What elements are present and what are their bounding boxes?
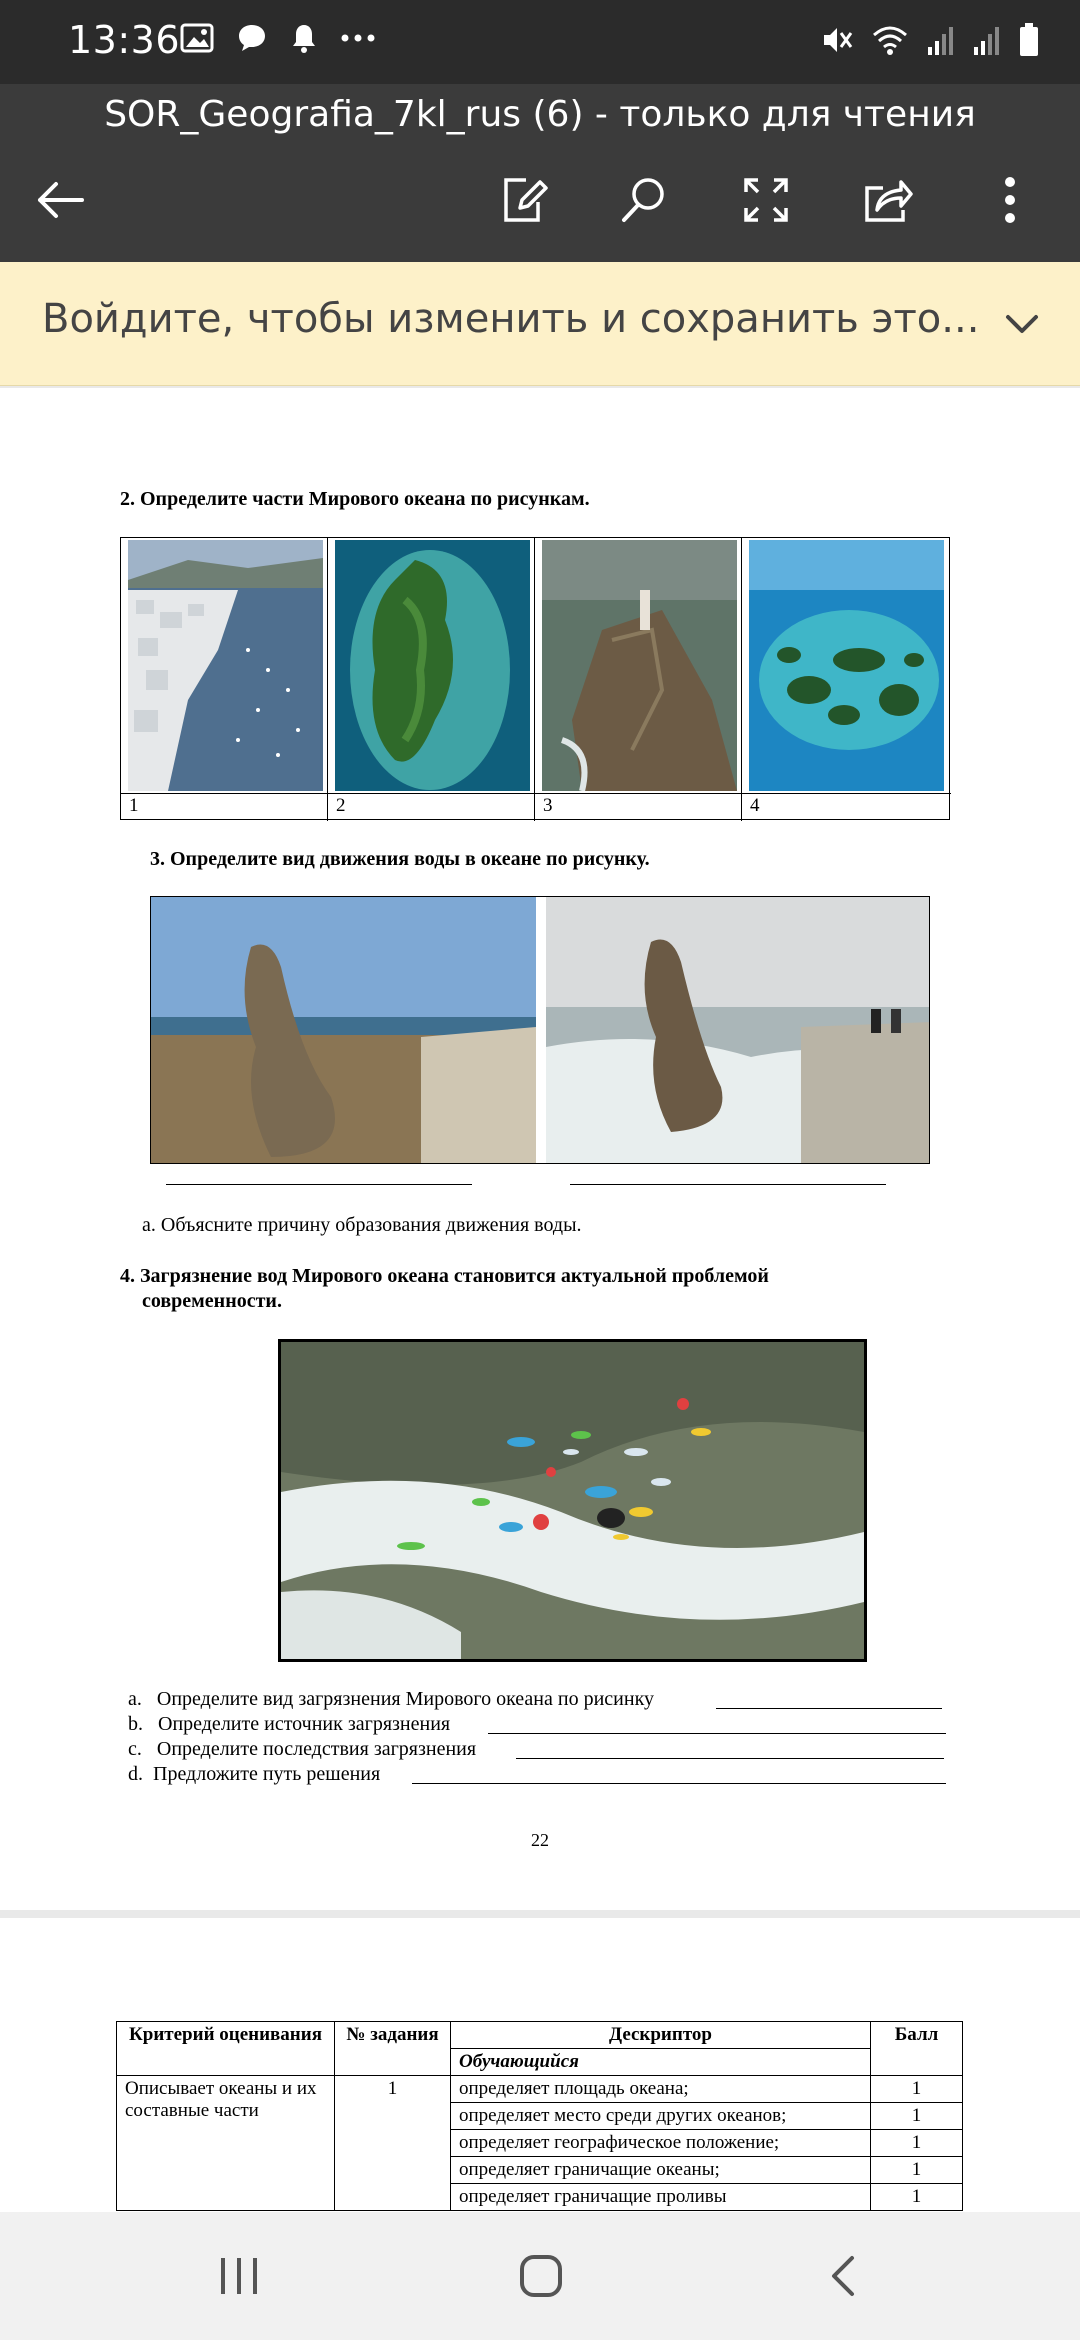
- home-icon: [519, 2254, 563, 2298]
- task-text: Определите последствия загрязнения: [156, 1738, 477, 1760]
- tide-photos: [150, 896, 930, 1164]
- document-page: [0, 388, 1080, 1910]
- question-4-title-line1: 4. Загрязнение вод Мирового океана становится актуальной проблемой: [120, 1265, 769, 1287]
- task-text: Определите источник загрязнения: [158, 1713, 451, 1735]
- notification-icons: [180, 22, 376, 54]
- document-page: [0, 1918, 1080, 2218]
- signal-icon: [926, 23, 956, 57]
- question-2-title: 2. Определите части Мирового океана по рисункам.: [120, 488, 590, 510]
- signal-icon: [972, 23, 1002, 57]
- question-3a: a. Объясните причину образования движения воды.: [142, 1214, 582, 1236]
- score-header: Балл: [871, 2022, 963, 2076]
- descriptor-cell: определяет граничащие проливы: [451, 2184, 871, 2211]
- ocean-parts-image-table: [120, 537, 950, 820]
- task-marker: d.: [128, 1763, 143, 1785]
- task-row: [128, 1763, 380, 1786]
- back-icon: [828, 2254, 858, 2298]
- score-cell: 1: [871, 2157, 963, 2184]
- chat-icon: [236, 22, 268, 54]
- search-button[interactable]: [608, 164, 680, 236]
- island-photo: [335, 540, 530, 791]
- image-label: 3: [543, 795, 553, 816]
- app-bar: [0, 84, 1080, 262]
- image-label: 4: [750, 795, 760, 816]
- mute-icon: [820, 23, 854, 57]
- chevron-down-icon[interactable]: [998, 300, 1046, 348]
- score-cell: 1: [871, 2076, 963, 2103]
- task-number-cell: 1: [335, 2076, 451, 2211]
- bay-photo: [128, 540, 323, 791]
- fullscreen-button[interactable]: [730, 164, 802, 236]
- task-text: Предложите путь решения: [153, 1763, 381, 1785]
- search-icon: [618, 174, 670, 226]
- fullscreen-icon: [740, 174, 792, 226]
- criterion-cell: Описывает океаны и их составные части: [117, 2076, 335, 2211]
- descriptor-cell: определяет граничащие океаны;: [451, 2157, 871, 2184]
- descriptor-cell: определяет площадь океана;: [451, 2076, 871, 2103]
- edit-icon: [498, 174, 550, 226]
- recent-apps-icon: [217, 2256, 261, 2296]
- document-title: SOR_Geografia_7kl_rus (6) - только для чтения: [104, 94, 976, 135]
- bell-icon: [290, 22, 318, 54]
- share-button[interactable]: [852, 164, 924, 236]
- overflow-menu-button[interactable]: [974, 164, 1046, 236]
- question-3-title: 3. Определите вид движения воды в океане по рисунку.: [150, 848, 650, 870]
- task-marker: a.: [128, 1688, 142, 1710]
- descriptor-header: Дескриптор: [451, 2022, 871, 2049]
- back-button[interactable]: [24, 164, 96, 236]
- sign-in-banner[interactable]: [0, 262, 1080, 386]
- task-number-header: № задания: [335, 2022, 451, 2076]
- task-row: [128, 1738, 476, 1761]
- ocean-pollution-photo: [278, 1339, 867, 1662]
- system-navigation-bar: [0, 2212, 1080, 2340]
- edit-button[interactable]: [488, 164, 560, 236]
- score-cell: 1: [871, 2130, 963, 2157]
- recent-apps-button[interactable]: [194, 2244, 284, 2308]
- learner-subheader: Обучающийся: [451, 2049, 871, 2076]
- overflow-menu-icon: [1003, 176, 1017, 224]
- task-marker: b.: [128, 1713, 143, 1735]
- image-label: 2: [336, 795, 346, 816]
- share-icon: [861, 174, 915, 226]
- score-cell: 1: [871, 2184, 963, 2211]
- task-marker: c.: [128, 1738, 142, 1760]
- archipelago-photo: [749, 540, 944, 791]
- descriptor-cell: определяет место среди других океанов;: [451, 2103, 871, 2130]
- home-button[interactable]: [496, 2244, 586, 2308]
- question-4-title-line2: современности.: [142, 1290, 282, 1312]
- page-number: 22: [531, 1830, 549, 1850]
- wifi-icon: [870, 23, 910, 57]
- criterion-header: Критерий оценивания: [117, 2022, 335, 2076]
- arrow-back-icon: [34, 180, 86, 220]
- cape-photo: [542, 540, 737, 791]
- task-row: [128, 1688, 654, 1711]
- image-icon: [180, 22, 214, 54]
- image-label: 1: [129, 795, 139, 816]
- sign-in-message: Войдите, чтобы изменить и сохранить это...: [42, 296, 980, 342]
- descriptor-cell: определяет географическое положение;: [451, 2130, 871, 2157]
- assessment-criteria-table: [116, 2021, 963, 2211]
- status-bar: [0, 0, 1080, 84]
- more-dots-icon: [340, 33, 376, 43]
- battery-icon: [1018, 22, 1040, 58]
- system-icons: [820, 22, 1040, 58]
- system-back-button[interactable]: [798, 2244, 888, 2308]
- task-text: Определите вид загрязнения Мирового океана по рисинку: [156, 1688, 655, 1710]
- clock: 13:36: [68, 18, 181, 62]
- task-row: [128, 1713, 450, 1736]
- score-cell: 1: [871, 2103, 963, 2130]
